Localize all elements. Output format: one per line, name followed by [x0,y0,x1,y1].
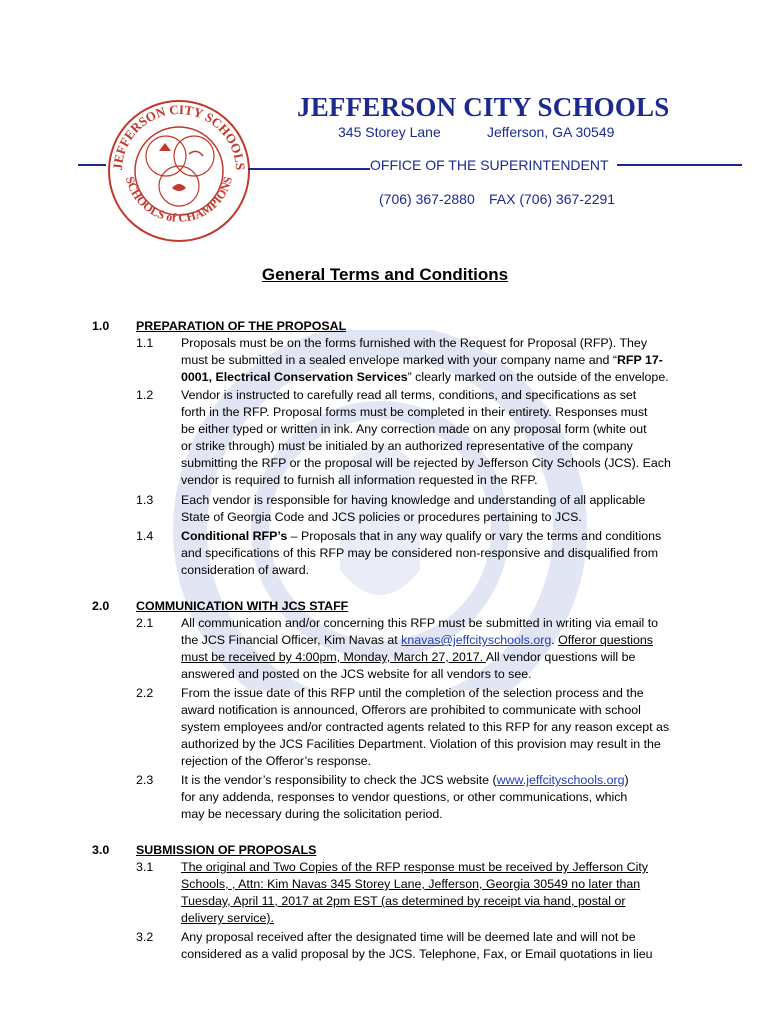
item-number: 3.2 [136,930,154,944]
item-number: 1.1 [136,336,154,350]
seal-text-bottom: SCHOOLS of CHAMPIONS [122,175,236,225]
office-title: OFFICE OF THE SUPERINTENDENT [370,157,609,173]
svg-text:JEFFERSON CITY SCHOOLS [110,102,248,171]
item-line: Any proposal received after the designated time will be deemed late and will not be [181,930,636,944]
email-link[interactable]: knavas@jeffcityschools.org [401,633,552,647]
item-line: Tuesday, April 11, 2017 at 2pm EST (as determined by receipt via hand, postal or [181,894,626,908]
item-line: and specifications of this RFP may be considered non-responsive and disqualified from [181,546,659,560]
item-line: Schools, , Attn: Kim Navas 345 Storey Lane, Jefferson, Georgia 30549 no later than [181,877,641,891]
item-line: authorized by the JCS Facilities Department. Violation of this provision may result in the [181,737,661,751]
item-line: Proposals must be on the forms furnished with the Request for Proposal (RFP). They [181,336,648,350]
letterhead-rule-left [78,164,106,166]
section-heading: PREPARATION OF THE PROPOSAL [136,319,347,333]
item-line: for any addenda, responses to vendor questions, or other communications, which [181,790,628,804]
document-title: General Terms and Conditions [261,265,509,284]
item-line: may be necessary during the solicitation period. [181,807,443,821]
item-line: submitting the RFP or the proposal will be rejected by Jefferson City Schools (JCS). Each [181,456,671,470]
fax-number: FAX (706) 367-2291 [489,191,616,207]
school-name: JEFFERSON CITY SCHOOLS [297,92,670,122]
item-line: rejection of the Offeror’s response. [181,754,372,768]
item-line: considered as a valid proposal by the JCS. Telephone, Fax, or Email quotations in lieu [181,947,653,961]
item-line: must be submitted in a sealed envelope marked with your company name and “RFP 17- [181,353,663,367]
svg-text:SCHOOLS of CHAMPIONS [123,175,235,225]
section-number: 2.0 [92,599,110,613]
item-number: 1.4 [136,529,154,543]
letterhead-rule-right [617,164,742,166]
phone-number: (706) 367-2880 [379,191,475,207]
item-number: 3.1 [136,860,154,874]
item-line: From the issue date of this RFP until the completion of the selection process and the [181,686,644,700]
item-line: award notification is announced, Offerors are prohibited to communicate with school [181,703,641,717]
item-line: or strike through) must be initialed by an authorized representative of the company [181,439,633,453]
item-line: Conditional RFP’s – Proposals that in any way qualify or vary the terms and conditions [181,529,662,543]
letterhead-rule-middle [248,168,370,170]
item-line: be either typed or written in ink. Any correction made on any proposal form (white out [181,422,647,436]
section-number: 1.0 [92,319,110,333]
item-line: Vendor is instructed to carefully read all terms, conditions, and specifications as set [181,388,637,402]
website-link[interactable]: www.jeffcityschools.org [496,773,625,787]
item-line: the JCS Financial Officer, Kim Navas at knavas@jeffcityschools.org. Offeror questions [181,633,653,647]
item-number: 1.2 [136,388,154,402]
school-seal-logo [104,96,254,246]
item-line: It is the vendor’s responsibility to check the JCS website (www.jeffcityschools.org) [181,773,629,787]
item-number: 2.3 [136,773,154,787]
item-number: 1.3 [136,493,154,507]
item-line: 0001, Electrical Conservation Services” clearly marked on the outside of the envelope. [181,370,669,384]
item-line: All communication and/or concerning this RFP must be submitted in writing via email to [181,616,659,630]
section-number: 3.0 [92,843,110,857]
item-line: must be received by 4:00pm, Monday, March 27, 2017. All vendor questions will be [181,650,636,664]
item-line: Each vendor is responsible for having knowledge and understanding of all applicable [181,493,646,507]
item-number: 2.1 [136,616,154,630]
address-street: 345 Storey Lane [338,124,441,140]
item-line: The original and Two Copies of the RFP response must be received by Jefferson City [181,860,648,874]
item-line: system employees and/or contracted agents related to this RFP for any reason except as [181,720,670,734]
item-line: vendor is required to furnish all information requested in the RFP. [181,473,538,487]
section-heading: COMMUNICATION WITH JCS STAFF [136,599,349,613]
item-number: 2.2 [136,686,154,700]
item-line: consideration of award. [181,563,310,577]
item-line: delivery service). [181,911,274,925]
item-line: answered and posted on the JCS website for all vendors to see. [181,667,532,681]
item-line: State of Georgia Code and JCS policies or procedures pertaining to JCS. [181,510,582,524]
item-line: forth in the RFP. Proposal forms must be completed in their entirety. Responses must [181,405,648,419]
section-heading: SUBMISSION OF PROPOSALS [136,843,317,857]
seal-text-top: JEFFERSON CITY SCHOOLS [109,101,249,171]
address-city: Jefferson, GA 30549 [487,124,615,140]
